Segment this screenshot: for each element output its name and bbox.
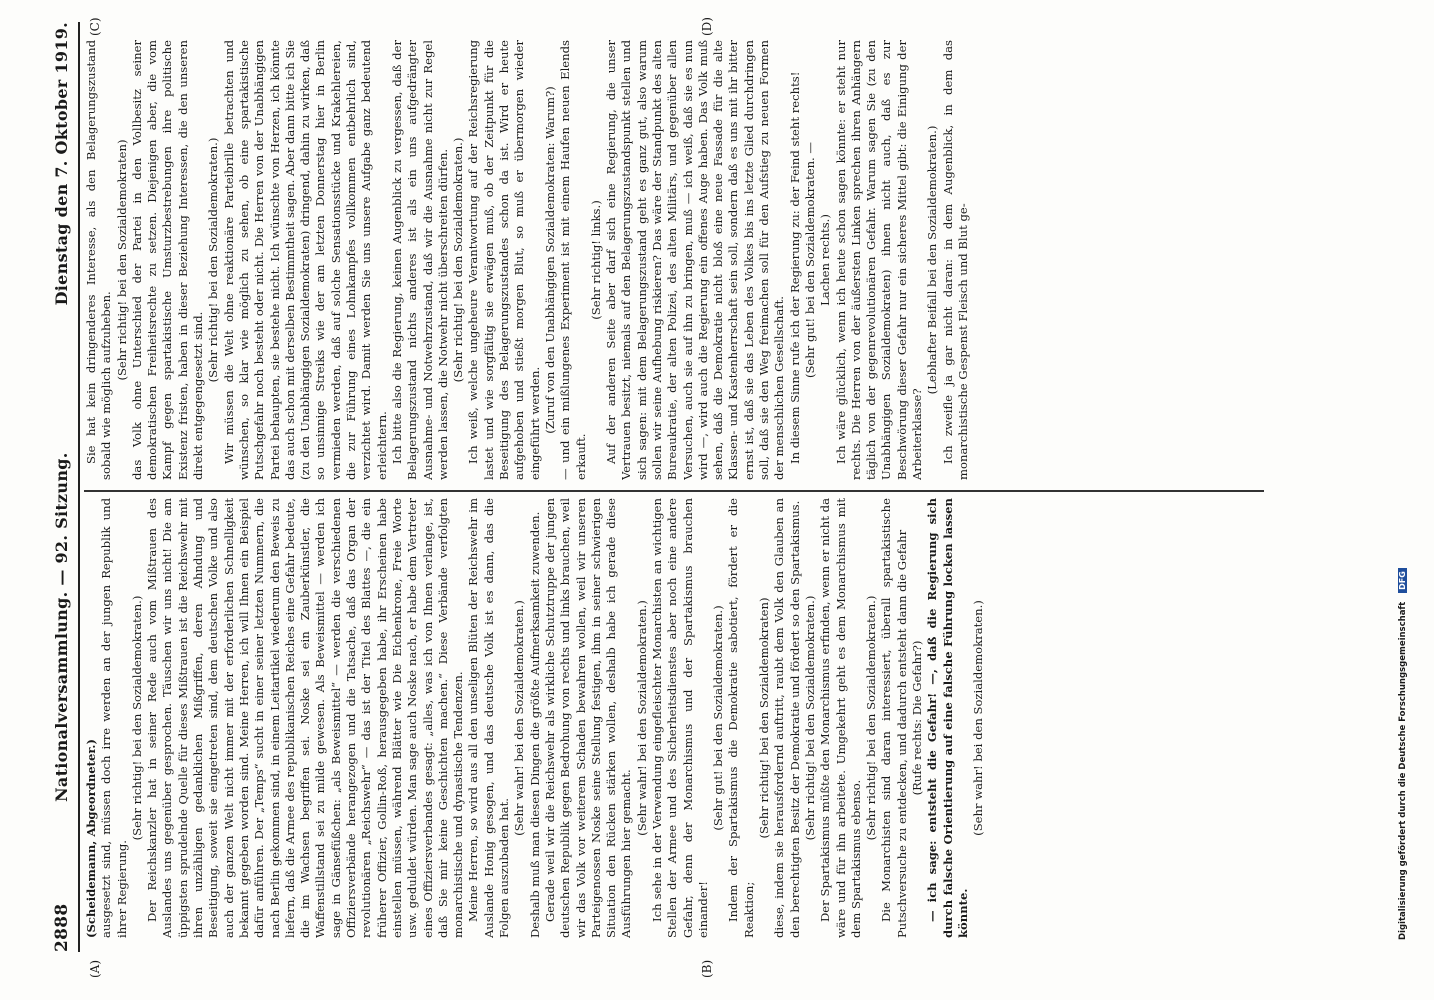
paragraph: Gerade weil wir die Reichswehr als wirkliche Schutztruppe der jungen deutschen Republik gegen Bedrohung von rechts und links brauchen, weil wir das Volk vor weiterem Schaden bewahren wollen, weil wir unseren Parteigenossen Noske seine Stellung festigen, ihm in seiner schwierigen Situation den Rücken stärken wollen, deshalb habe ich gerade diese Ausführungen hier gemacht. (542, 498, 634, 938)
interjection: (Sehr richtig! bei den Sozialdemokraten) (757, 597, 772, 839)
margin-mark-a: (A) (88, 959, 102, 978)
interjection: (Sehr gut! bei den Sozialdemokraten. — (802, 141, 817, 379)
page-number: 2888 (52, 903, 72, 952)
paragraph: Auf der anderen Seite aber darf sich eine Regierung, die unser Vertrauen besitzt, niemals auf den Belagerungszustandspunkt stellen und sich sagen: mit dem Belagerungszustand geht es ganz gut, also warum sollen wir seine Aufhebung riskieren? Das wäre der Standpunkt des alten Bureaukratie, der alten Polizei, des alten Militärs, und gegenüber allen Versuchen, auch sie auf ihn zu bringen, muß — ich weiß, daß sie es nun wird —, wird auch die Regierung ein offenes Auge haben. Das Volk muß sehen, daß die Demokratie nicht bloß eine neue Fassade für die alte Klassen- und Kastenherrschaft sein soll, sondern daß es uns mit ihr bitter ernst ist, daß sie das Leben des Volkes bis ins letzte Glied durchdringen soll, daß sie den Weg freimachen soll für den Aufstieg zu neuen Formen der menschlichen Gesellschaft. (604, 40, 787, 480)
margin-mark-b: (B) (700, 959, 714, 978)
paragraph: Ich bitte also die Regierung, keinen Augenblick zu vergessen, daß der Belagerungszustand nichts anderes ist als ein uns aufgedrängter Ausnahme- und Notwehrzustand, daß wir die Ausnahme nicht zur Regel werden lassen, die Notwehr nicht überschreiten dürfen. (389, 40, 450, 480)
credit-text: Digitalisierung gefördert durch die Deutsche Forschungsgemeinschaft (1398, 601, 1408, 940)
interjection: Lachen rechts.) (818, 214, 833, 306)
header-rule (78, 22, 80, 952)
digitization-credit (1398, 0, 1412, 940)
right-text-column (84, 40, 1264, 480)
paragraph: — und ein mißlungenes Experiment ist mit einem Haufen neuen Elends erkauft. (558, 40, 588, 480)
paragraph: Wir müssen die Welt ohne reaktionäre Parteibrille betrachten und wünschen, so klar wie möglich zu sehen, ob eine spartakistische Putschgefahr noch besteht oder nicht. Die Herren von der Unabhängigen Partei behaupten, sie bestehe nicht. Ich wünschte von Herzen, ich könnte das auch schon mit derselben Bestimmtheit sagen. Aber dann bitte ich Sie (zu den Unabhängigen Sozialdemokraten) dringend, dahin zu wirken, daß so unsinnige Streiks wie der am letzten Donnerstag hier in Berlin vermieden werden, daß auf solche Sensationsstücke und Krakehlereien, die zur Führung eines Lohnkampfes vollkommen entbehrlich sind, verzichtet wird. Damit werden Sie uns unsere Aufgabe ganz bedeutend erleichtern. (221, 40, 389, 480)
interjection: (Sehr wahr! bei den Sozialdemokraten.) (512, 600, 527, 836)
page-header (50, 22, 76, 952)
interjection: (Sehr richtig! bei den Sozialdemokraten.) (864, 595, 879, 841)
interjection: (Sehr richtig! bei den Sozialdemokraten.) (451, 137, 466, 383)
paragraph: Ich zweifle ja gar nicht daran: in dem Augenblick, in dem das monarchistische Gespenst Fleisch und Blut ge- (940, 40, 970, 480)
interjection: (Sehr richtig! bei den Sozialdemokraten.) (802, 595, 817, 841)
paragraph: Deshalb muß man diesen Dingen die größte Aufmerksamkeit zuwenden. (527, 511, 542, 938)
paragraph: Sie hat kein dringenderes Interesse, als den Belagerungszustand sobald wie möglich aufzuheben. (84, 40, 114, 480)
margin-mark-c: (C) (88, 17, 102, 36)
left-text-column (84, 498, 1264, 938)
paragraph: Ich sehe in der Verwendung eingefleischter Monarchisten an wichtigen Stellen der Armee und des Sicherheitsdienstes aber noch eine andere Gefahr, denn der Monarchismus und der Spartakismus brauchen einander! (649, 498, 710, 938)
dfg-logo: DFG (1398, 568, 1407, 593)
paragraph: Indem der Spartakismus die Demokratie sabotiert, fördert er die Reaktion; (726, 498, 756, 938)
interjection: (Sehr richtig! bei den Sozialdemokraten) (114, 139, 129, 381)
interjection: (Zuruf von den Unabhängigen Sozialdemokraten: Warum?) (542, 86, 557, 434)
interjection: (Sehr richtig! bei den Sozialdemokraten.) (129, 595, 144, 841)
paragraph: Ich wäre glücklich, wenn ich heute schon sagen könnte: er steht nur rechts. Die Herren von der äußersten Linken sprechen ihren Anhängern täglich von der gegenrevolutionären Gefahr. Warum sagen Sie (zu den Unabhängigen Sozialdemokraten) ihnen nicht auch, daß es zur Beschwörung dieser Gefahr nur ein sicheres Mittel gibt: die Einigung der Arbeiterklasse? (833, 40, 925, 480)
interjection: (Lebhafter Beifall bei den Sozialdemokraten.) (925, 125, 940, 395)
paragraph: — ich sage: entsteht die Gefahr! —, daß die Regierung sich durch falsche Orientierung auf eine falsche Führung locken lassen könnte. (925, 498, 970, 938)
interjection: (Rufe rechts: Die Gefahr?) (910, 640, 925, 796)
paragraph: In diesem Sinne rufe ich der Regierung zu: der Feind steht rechts! (787, 71, 802, 464)
interjection: (Sehr wahr! bei den Sozialdemokraten.) (971, 600, 986, 836)
paragraph: Der Reichskanzler hat in seiner Rede auch vom Mißtrauen des Auslandes uns gegenüber gesprochen. Täuschen wir uns nicht! Die am üppigsten sprudelnde Quelle für dieses Mißtrauen ist die Reichswehr mit ihren unzähligen gedanklichen Mißgriffen, deren Ahndung und Beseitigung, soweit sie eingetreten sind, dem deutschen Volke und also auch der ganzen Welt nicht immer mit der erforderlichen Schnelligkeit bekannt gegeben worden sind. Meine Herren, ich will Ihnen ein Beispiel dafür anführen. Der „Temps“ sucht in einer seiner letzten Nummern, die nach Berlin gekommen sind, in einem Leitartikel wiederum den Beweis zu liefern, daß die Armee des republikanischen Reiches eine Gefahr bedeute, die im Wachsen begriffen sei. Noske sei ein Zauberkünstler, die Waffenstillstand sei zu milde gewesen. Als Beweismittel — werden ich sage in Gänsefüßchen: „als Beweismittel“ — werden die verschiedenen Offiziersverbände herangezogen und die Tatsache, daß das Organ der revolutionären „Reichswehr“ — das ist der Titel des Blattes —, die ein früherer Offizier, Gollin-Roß, herausgegeben habe, ihr Erscheinen habe einstellen müssen, während Blätter wie Die Eichenkrone, Freie Worte usw. geduldet würden. Man sage auch Noske nach, er habe dem Vertreter eines Offiziersverbandes gesagt: „alles, was ich von Ihnen verlange, ist, daß Sie mir keine Geschichten machen.“ Diese Verbände verfolgten monarchistische und dynastische Tendenzen. (145, 498, 466, 938)
interjection: (Sehr richtig! links.) (588, 200, 603, 320)
interjection: (Sehr richtig! bei den Sozialdemokraten.) (206, 137, 221, 383)
margin-mark-d: (D) (700, 17, 714, 36)
paragraph: Der Spartakismus müßte den Monarchismus erfinden, wenn er nicht da wäre und für ihn arbeitete. Umgekehrt geht es dem Monarchismus mit dem Spartakismus ebenso. (818, 498, 863, 938)
interjection: (Sehr gut! bei den Sozialdemokraten.) (711, 605, 726, 831)
paragraph: das Volk ohne Unterschied der Partei in den Vollbesitz seiner demokratischen Freiheitsrechte zu setzen. Diejenigen aber, die vom Kampf gegen spartakistische Umsturzbestrebungen ihre politische Existenz fristen, haben in dieser Beziehung Interessen, die den unseren direkt entgegengesetzt sind. (129, 40, 206, 480)
paragraph: ausgesetzt sind, müssen doch irre werden an der jungen Republik und ihrer Regierung. (99, 498, 129, 938)
interjection: (Sehr wahr! bei den Sozialdemokraten.) (634, 600, 649, 836)
header-date: Dienstag den 7. Oktober 1919. (52, 22, 71, 306)
paragraph: Meine Herren, so wird aus all den unseligen Blüten der Reichswehr im Auslande Honig gesogen, und das deutsche Volk ist es dann, das die Folgen auszubaden hat. (466, 498, 512, 938)
header-title: Nationalversammlung. — 92. Sitzung. (52, 452, 71, 802)
paragraph: diese, indem sie herausfordernd auftritt, raubt dem Volk den Glauben an den berechtigten Besitz der Demokratie und fördert so den Spartakismus. (772, 498, 802, 938)
paragraph: Ich weiß, welche ungeheure Verantwortung auf der Reichsregierung lastet und wie sorgfältig sie erwägen muß, ob der Zeitpunkt für die Beseitigung des Belagerungszustandes schon da ist. Wird er heute aufgehoben und stießt morgen Blut, so muß er übermorgen wieder eingeführt werden. (466, 40, 542, 480)
column-divider (84, 491, 1264, 493)
speaker-label: (Scheidemann, Abgeordneter.) (84, 739, 98, 938)
paragraph: Die Monarchisten sind daran interessiert, überall spartakistische Putschversuche zu entdecken, und dadurch entsteht dann die Gefahr (879, 498, 909, 938)
